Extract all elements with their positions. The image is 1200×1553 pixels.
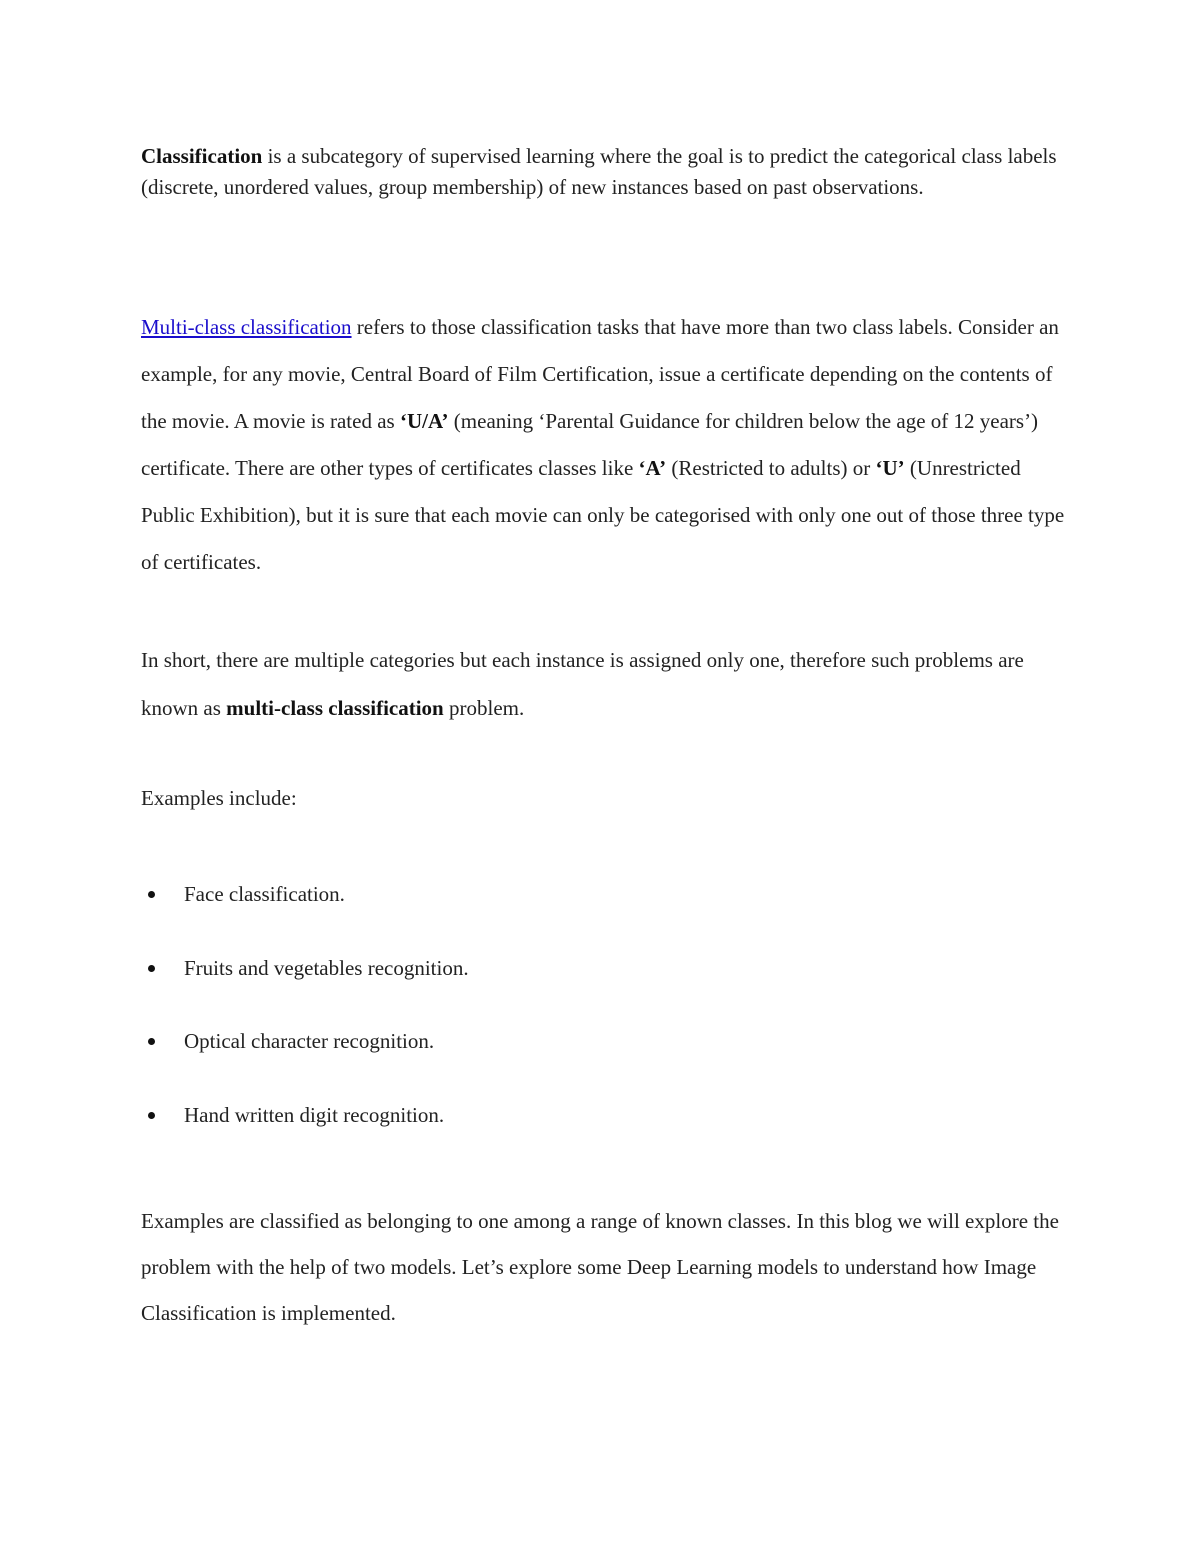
list-item-text: Optical character recognition. [184,1029,435,1053]
classification-definition-paragraph [141,141,1071,203]
multiclass-text-b: (meaning ‘Parental Guidance for children below the age of 12 years’) certificate. There are other types of certificates classes like [141,409,1039,480]
bullet-icon [148,1038,155,1045]
bullet-icon [148,891,155,898]
summary-text-b: problem. [443,696,525,720]
multiclass-bold-term: multi-class classification [226,696,444,720]
rating-a: ‘A’ [638,456,667,480]
bullet-icon [148,1112,155,1119]
multiclass-text-a: refers to those classification tasks that have more than two class labels. Consider an example, for any movie, Central Board of Film Certification, issue a certificate depending on the contents of the movie. A movie is rated as [141,315,1059,433]
multiclass-classification-link[interactable]: Multi-class classification [141,315,352,339]
closing-paragraph: Examples are classified as belonging to one among a range of known classes. In this blog we will explore the problem with the help of two models. Let’s explore some Deep Learning models to understand how Image Classification is implemented. [141,1209,1059,1325]
multiclass-paragraph [141,304,1071,586]
list-item-text: Face classification. [184,882,345,906]
classification-term: Classification [141,144,263,168]
multiclass-text-c: (Restricted to adults) or [666,456,876,480]
classification-definition-text: is a subcategory of supervised learning where the goal is to predict the categorical class labels (discrete, unordered values, group membership) of new instances based on past observations. [141,144,1057,199]
examples-heading: Examples include: [141,786,297,810]
rating-u: ‘U’ [875,456,905,480]
summary-paragraph [141,636,1071,732]
rating-ua: ‘U/A’ [399,409,449,433]
summary-text-a: In short, there are multiple categories but each instance is assigned only one, therefore such problems are known as [141,648,1024,720]
bullet-icon [148,965,155,972]
list-item-text: Fruits and vegetables recognition. [184,956,469,980]
list-item-text: Hand written digit recognition. [184,1103,445,1127]
multiclass-text-d: (Unrestricted Public Exhibition), but it is sure that each movie can only be categorised with only one out of those three type of certificates. [141,456,1065,574]
